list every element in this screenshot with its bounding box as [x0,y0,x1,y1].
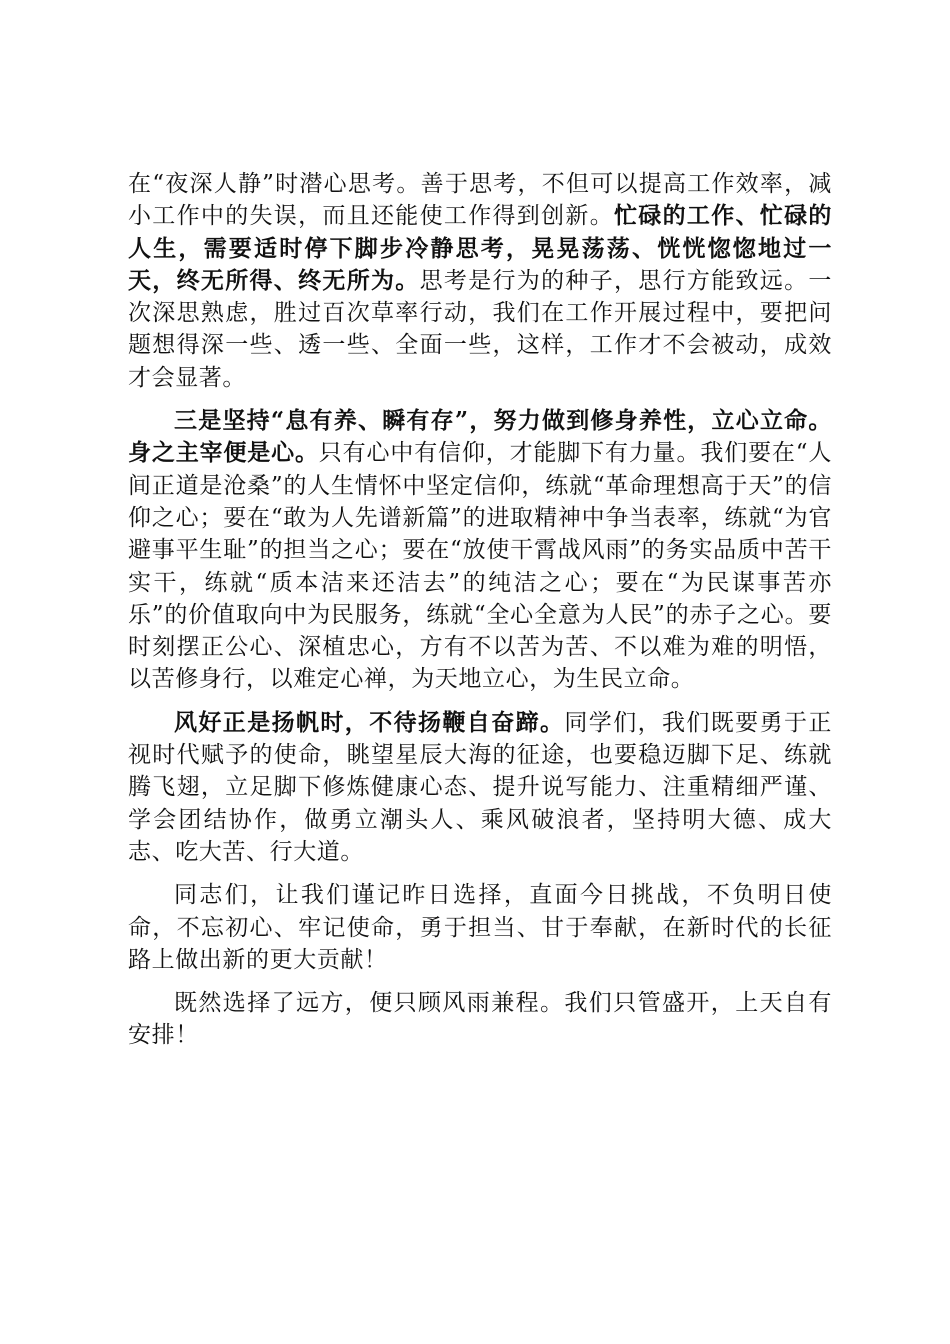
paragraph-3-text: 同学们，我们既要勇于正视时代赋予的使命，眺望星辰大海的征途，也要稳迈脚下足、练就腾飞翅，立足脚下修炼健康心态、提升说写能力、注重精细严谨、学会团结协作，做勇立潮头人、乘风破浪者，坚持明大德、成大志、吃大苦、行大道。 [128,709,832,865]
paragraph-3 [128,707,832,868]
paragraph-1-text-a: 在“夜深人静”时潜心思考。善于思考，不但可以提高工作效率，减小工作中的失误，而且还能使工作得到创新。 [128,171,832,230]
paragraph-2-text: 只有心中有信仰，才能脚下有力量。我们要在“人间正道是沧桑”的人生情怀中坚定信仰，练就“革命理想高于天”的信仰之心；要在“敢为人先谱新篇”的进取精神中争当表率，练就“为官避事平生耻”的担当之心；要在“放使干霄战风雨”的务实品质中苦干实干，练就“质本洁来还洁去”的纯洁之心；要在“为民谋事苦亦乐”的价值取向中为民服务，练就“全心全意为人民”的赤子之心。要时刻摆正公心、深植忠心，方有不以苦为苦、不以难为难的明悟，以苦修身行，以难定心禅，为天地立心，为生民立命。 [128,440,832,693]
document-body [128,168,832,1063]
paragraph-1-emphasis: 忙碌的工作、忙碌的人生，需要适时停下脚步冷静思考，晃晃荡荡、恍恍惚惚地过一天，终无所得、终无所为。 [128,202,832,294]
paragraph-5 [128,987,832,1052]
paragraph-5-text: 既然选择了远方，便只顾风雨兼程。我们只管盛开，上天自有安排！ [128,990,832,1049]
paragraph-2-heading: 三是坚持“息有养、瞬有存”，努力做到修身养性，立心立命。身之主宰便是心。 [128,407,832,467]
paragraph-3-heading: 风好正是扬帆时，不待扬鞭自奋蹄。 [174,708,565,736]
paragraph-4-text: 同志们，让我们谨记昨日选择，直面今日挑战，不负明日使命，不忘初心、牢记使命，勇于担当、甘于奉献，在新时代的长征路上做出新的更大贡献！ [128,882,832,973]
paragraph-2 [128,405,832,696]
paragraph-1 [128,168,832,394]
paragraph-1-text-b: 思考是行为的种子，思行方能致远。一次深思熟虑，胜过百次草率行动，我们在工作开展过程中，要把问题想得深一些、透一些、全面一些，这样，工作才不会被动，成效才会显著。 [128,267,833,391]
paragraph-4 [128,879,832,976]
